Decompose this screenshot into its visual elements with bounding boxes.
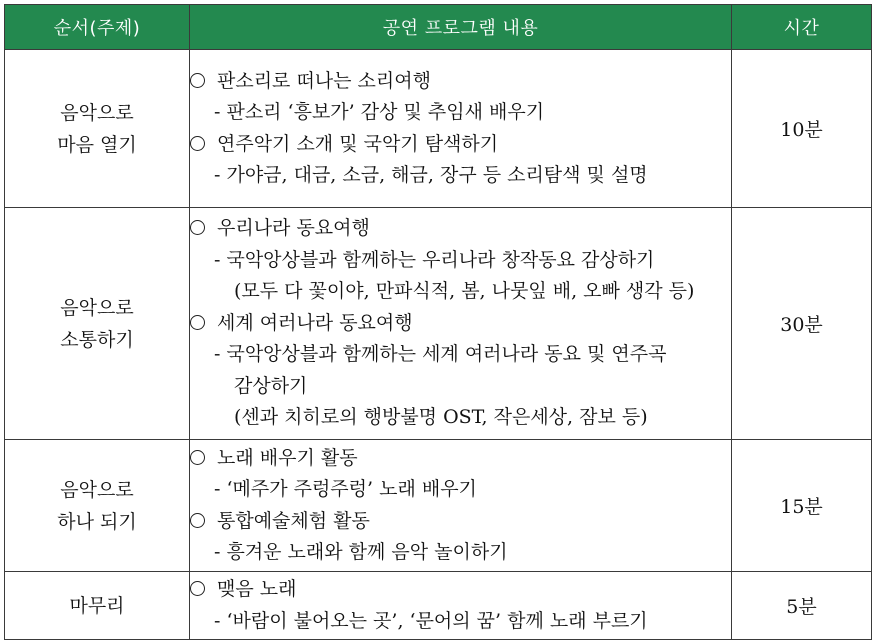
program-detail-continued: (모두 다 꽃이야, 만파식적, 봄, 나뭇잎 배, 오빠 생각 등): [234, 280, 695, 303]
program-detail: - ‘메주가 주렁주렁’ 노래 배우기: [214, 478, 477, 500]
circle-bullet-icon: [190, 136, 205, 151]
theme-line: 소통하기: [60, 328, 134, 351]
program-detail: - ‘바람이 불어오는 곳’, ‘문어의 꿈’ 함께 노래 부르기: [214, 609, 648, 632]
program-row: [5, 572, 872, 640]
content-cell: [190, 208, 732, 440]
program-item: 우리나라 동요여행: [190, 213, 731, 245]
theme-line: 음악으로: [60, 478, 134, 501]
circle-bullet-icon: [190, 450, 205, 465]
theme-line: 마음 열기: [57, 133, 137, 156]
time-cell: 5분: [732, 572, 872, 640]
time-cell: 30분: [732, 208, 872, 440]
program-row: [5, 440, 872, 572]
program-detail: - 국악앙상블과 함께하는 우리나라 창작동요 감상하기: [214, 248, 655, 271]
program-detail: - 가야금, 대금, 소금, 해금, 장구 등 소리탐색 및 설명: [214, 164, 648, 186]
header-time: 시간: [732, 5, 872, 50]
program-detail-continued: (센과 치히로의 행방불명 OST, 작은세상, 잠보 등): [234, 406, 648, 429]
program-item: 맺음 노래: [190, 574, 731, 606]
theme-cell: [5, 208, 190, 440]
program-item: 판소리로 떠나는 소리여행: [190, 66, 731, 98]
theme-cell: [5, 440, 190, 572]
theme-cell: [5, 50, 190, 208]
circle-bullet-icon: [190, 513, 205, 528]
theme-cell: [5, 572, 190, 640]
theme-line: 음악으로: [60, 296, 134, 319]
program-row: [5, 50, 872, 208]
circle-bullet-icon: [190, 73, 205, 88]
time-cell: 15분: [732, 440, 872, 572]
program-item: 노래 배우기 활동: [190, 443, 731, 475]
program-row: [5, 208, 872, 440]
program-item: 세계 여러나라 동요여행: [190, 308, 731, 340]
header-order: 순서(주제): [5, 5, 190, 50]
circle-bullet-icon: [190, 315, 205, 330]
time-cell: 10분: [732, 50, 872, 208]
program-detail: - 판소리 ‘흥보가’ 감상 및 추임새 배우기: [214, 101, 545, 123]
circle-bullet-icon: [190, 220, 205, 235]
program-table: [4, 4, 872, 640]
content-cell: [190, 572, 732, 640]
program-detail: - 국악앙상블과 함께하는 세계 여러나라 동요 및 연주곡: [214, 343, 667, 366]
content-cell: [190, 440, 732, 572]
content-cell: [190, 50, 732, 208]
program-item: 연주악기 소개 및 국악기 탐색하기: [190, 129, 731, 161]
theme-line: 음악으로: [60, 101, 134, 124]
circle-bullet-icon: [190, 581, 205, 596]
theme-line: 마무리: [69, 594, 125, 617]
header-row: [5, 5, 872, 50]
program-detail-continued: 감상하기: [234, 374, 308, 397]
theme-line: 하나 되기: [57, 510, 137, 533]
program-detail: - 흥겨운 노래와 함께 음악 놀이하기: [214, 541, 508, 563]
program-item: 통합예술체험 활동: [190, 506, 731, 538]
header-content: 공연 프로그램 내용: [190, 5, 732, 50]
